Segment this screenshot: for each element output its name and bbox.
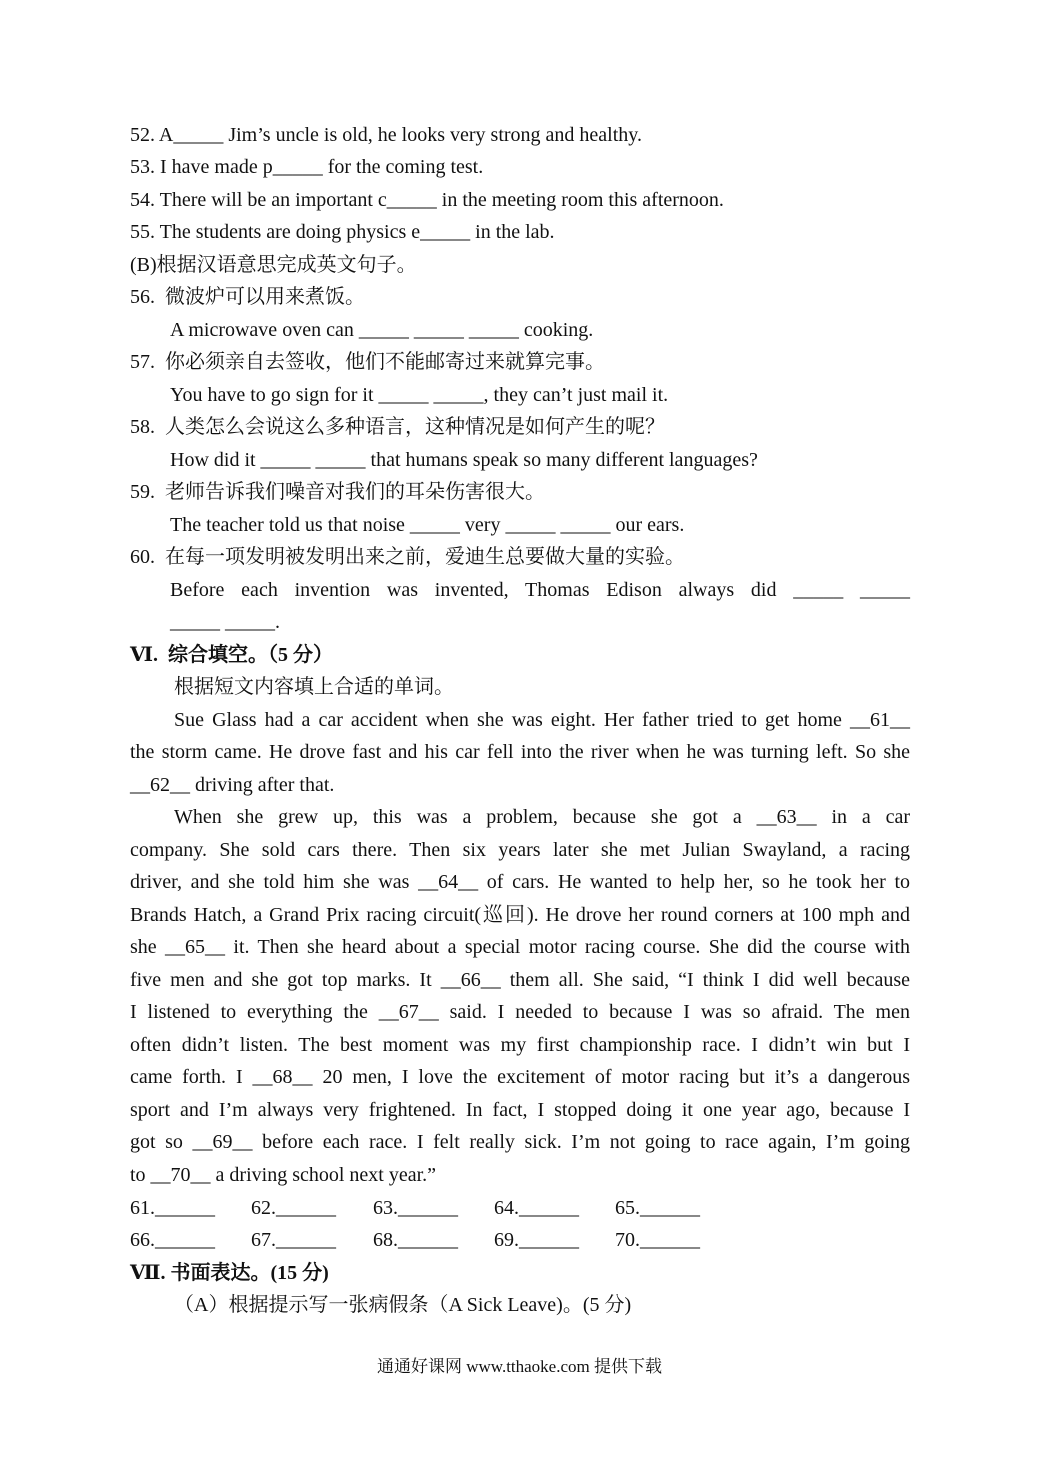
question-58-chinese: 58. 人类怎么会说这么多种语言，这种情况是如何产生的呢？	[130, 416, 665, 438]
question-60-english-cont: _____ _____.	[170, 611, 280, 633]
passage-line: driver, and she told him she was __64__ of cars. He wanted to help her, so he took her to	[130, 871, 910, 893]
answer-blank-61: 61.______	[130, 1197, 215, 1219]
passage-line: __62__ driving after that.	[130, 774, 335, 796]
question-54: 54. There will be an important c_____ in the meeting room this afternoon.	[130, 189, 724, 211]
question-58-english: How did it _____ _____ that humans speak so many different languages?	[170, 449, 758, 471]
answer-blank-68: 68.______	[373, 1229, 458, 1251]
passage-line: When she grew up, this was a problem, because she got a __63__ in a car	[174, 806, 910, 828]
answer-blank-70: 70.______	[615, 1229, 700, 1251]
question-60-english: Before each invention was invented, Thomas Edison always did _____ _____	[170, 579, 910, 601]
answer-blank-64: 64.______	[494, 1197, 579, 1219]
section-7-heading: Ⅶ. 书面表达。(15 分)	[130, 1262, 329, 1284]
passage-line: Brands Hatch, a Grand Prix racing circuit(巡回). He drove her round corners at 100 mph and	[130, 904, 910, 926]
passage-line: Sue Glass had a car accident when she was eight. Her father tried to get home __61__	[174, 709, 910, 731]
answer-blank-63: 63.______	[373, 1197, 458, 1219]
question-59-english: The teacher told us that noise _____ very _____ _____ our ears.	[170, 514, 685, 536]
page-footer: 通通好课网 www.tthaoke.com 提供下载	[376, 1357, 663, 1376]
passage-line: the storm came. He drove fast and his car fell into the river when he was turning left. So she	[130, 741, 910, 763]
passage-line: sport and I’m always very frightened. In fact, I stopped doing it one year ago, because I	[130, 1099, 910, 1121]
section-6-heading: Ⅵ. 综合填空。（5 分）	[130, 644, 333, 666]
question-60-chinese: 60. 在每一项发明被发明出来之前，爱迪生总要做大量的实验。	[130, 546, 685, 568]
passage-line: to __70__ a driving school next year.”	[130, 1164, 437, 1186]
passage-line: got so __69__ before each race. I felt really sick. I’m not going to race again, I’m going	[130, 1131, 910, 1153]
section-6-instruction: 根据短文内容填上合适的单词。	[174, 676, 454, 698]
question-55: 55. The students are doing physics e_____ in the lab.	[130, 221, 555, 243]
question-57-english: You have to go sign for it _____ _____, they can’t just mail it.	[170, 384, 669, 406]
passage-line: she __65__ it. Then she heard about a special motor racing course. She did the course with	[130, 936, 910, 958]
answer-blank-67: 67.______	[251, 1229, 336, 1251]
passage-line: came forth. I __68__ 20 men, I love the excitement of motor racing but it’s a dangerous	[130, 1066, 910, 1088]
passage-line: company. She sold cars there. Then six years later she met Julian Swayland, a racing	[130, 839, 910, 861]
question-52: 52. A_____ Jim’s uncle is old, he looks very strong and healthy.	[130, 124, 642, 146]
answer-blank-62: 62.______	[251, 1197, 336, 1219]
question-56-chinese: 56. 微波炉可以用来煮饭。	[130, 286, 365, 308]
passage-line: often didn’t listen. The best moment was my first championship race. I didn’t win but I	[130, 1034, 910, 1056]
question-53: 53. I have made p_____ for the coming test.	[130, 156, 484, 178]
section-7-sub-a: （A）根据提示写一张病假条（A Sick Leave)。(5 分)	[174, 1294, 632, 1316]
passage-line: I listened to everything the __67__ said. I needed to because I was so afraid. The men	[130, 1001, 910, 1023]
question-56-english: A microwave oven can _____ _____ _____ cooking.	[170, 319, 594, 341]
answer-blank-65: 65.______	[615, 1197, 700, 1219]
passage-line: five men and she got top marks. It __66__ them all. She said, “I think I did well because	[130, 969, 910, 991]
answer-blank-66: 66.______	[130, 1229, 215, 1251]
answer-blank-69: 69.______	[494, 1229, 579, 1251]
question-57-chinese: 57. 你必须亲自去签收，他们不能邮寄过来就算完事。	[130, 351, 605, 373]
question-59-chinese: 59. 老师告诉我们噪音对我们的耳朵伤害很大。	[130, 481, 545, 503]
section-b-heading: (B)根据汉语意思完成英文句子。	[130, 254, 417, 276]
